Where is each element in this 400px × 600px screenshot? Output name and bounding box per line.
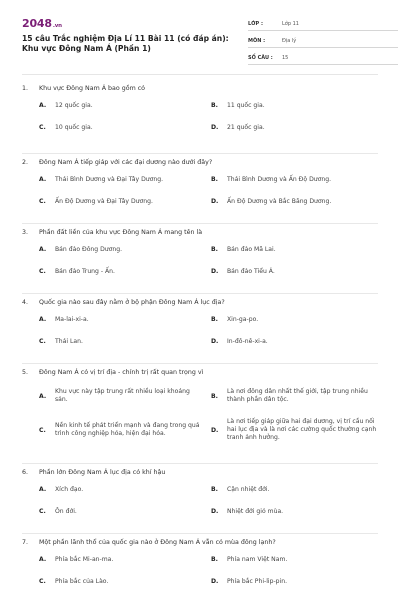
option-letter: A. [39, 102, 47, 109]
question-prompt: Quốc gia nào sau đây nằm ở bộ phận Đông Nam Á lục địa? [39, 299, 225, 306]
option-letter: D. [211, 124, 219, 131]
question-number: 7. [22, 539, 29, 546]
question-text [22, 158, 212, 167]
meta-value: Lớp 11 [282, 21, 299, 27]
option-letter: C. [39, 124, 46, 131]
option-letter: C. [39, 427, 46, 434]
meta-row-class [248, 14, 398, 31]
option-letter: A. [39, 316, 47, 323]
option-text: Bán đảo Trung - Ấn. [55, 268, 115, 275]
option-text: Bán đảo Đông Dương. [55, 246, 123, 253]
option-text: Phía bắc của Lào. [55, 578, 109, 585]
option-text: Thái Lan. [55, 338, 83, 345]
option-text: Phía nam Việt Nam. [227, 556, 288, 563]
question-item [22, 364, 378, 464]
option-text: Ma-lai-xi-a. [55, 316, 89, 323]
meta-label: MÔN : [248, 38, 266, 44]
site-logo[interactable] [22, 17, 62, 30]
option-letter: B. [211, 246, 218, 253]
option-text: Ấn Độ Dương và Bắc Băng Dương. [227, 198, 332, 205]
option-text: In-đô-nê-xi-a. [227, 338, 268, 345]
option-letter: B. [211, 393, 218, 400]
meta-label: SỐ CÂU : [248, 55, 273, 61]
option-letter: B. [211, 102, 218, 109]
question-number: 2. [22, 159, 29, 166]
option-letter: A. [39, 556, 47, 563]
question-number: 5. [22, 369, 29, 376]
question-list [22, 82, 378, 600]
page-header [22, 14, 382, 64]
logo-suffix: .vn [52, 23, 62, 29]
question-item [22, 82, 378, 154]
question-item [22, 464, 378, 534]
option-letter: B. [211, 486, 218, 493]
option-text: Ấn Độ Dương và Đại Tây Dương. [55, 198, 153, 205]
option-text: Phía bắc Phi-lip-pin. [227, 578, 288, 585]
quiz-meta [248, 14, 398, 65]
option-letter: C. [39, 578, 46, 585]
question-text [22, 228, 202, 237]
question-prompt: Phần đất liền của khu vực Đông Nam Á mang tên là [39, 229, 203, 236]
option-letter: D. [211, 338, 219, 345]
question-item [22, 294, 378, 364]
option-letter: D. [211, 427, 219, 434]
option-letter: A. [39, 246, 47, 253]
meta-row-subject [248, 31, 398, 48]
page-title: 15 câu Trắc nghiệm Địa Lí 11 Bài 11 (có đáp án): Khu vực Đông Nam Á (Phần 1) [22, 34, 229, 53]
question-prompt: Một phần lãnh thổ của quốc gia nào ở Đông Nam Á vẫn có mùa đông lạnh? [39, 539, 276, 546]
option-letter: D. [211, 508, 219, 515]
question-text [22, 468, 165, 477]
option-text: Khu vực này tập trung rất nhiều loại khoáng sản. [55, 388, 190, 403]
option-letter: A. [39, 393, 47, 400]
question-item [22, 534, 378, 600]
option-text: Cận nhiệt đới. [227, 486, 270, 493]
question-number: 6. [22, 469, 29, 476]
option-text: 21 quốc gia. [227, 124, 265, 131]
question-text [22, 298, 225, 307]
option-letter: B. [211, 176, 218, 183]
question-text [22, 368, 203, 377]
question-number: 4. [22, 299, 29, 306]
option-text: Xích đạo. [55, 486, 84, 493]
option-text: Nhiệt đới gió mùa. [227, 508, 284, 515]
option-letter: A. [39, 486, 47, 493]
option-text: Ôn đới. [55, 508, 77, 515]
option-text: Phía bắc Mi-an-ma. [55, 556, 114, 563]
option-text: Là nơi tiếp giáp giữa hai đại dương, vị trí cầu nối hai lục địa và là nơi các cường quốc thường cạnh tranh ảnh hưởng. [227, 418, 377, 441]
question-number: 3. [22, 229, 29, 236]
question-prompt: Đông Nam Á tiếp giáp với các đại dương nào dưới đây? [39, 159, 213, 166]
option-letter: B. [211, 316, 218, 323]
option-letter: A. [39, 176, 47, 183]
option-letter: D. [211, 578, 219, 585]
question-item [22, 154, 378, 224]
meta-label: LỚP : [248, 21, 263, 27]
option-text: Xin-ga-po. [227, 316, 259, 323]
question-item [22, 224, 378, 294]
option-text: 11 quốc gia. [227, 102, 265, 109]
meta-value: 15 [282, 55, 289, 61]
option-text: Nền kinh tế phát triển mạnh và đang trong quá trình công nghiệp hóa, hiện đại hóa. [55, 422, 200, 437]
option-text: Thái Bình Dương và Đại Tây Dương. [55, 176, 164, 183]
option-text: Thái Bình Dương và Ấn Độ Dương. [227, 176, 332, 183]
option-letter: C. [39, 268, 46, 275]
option-letter: C. [39, 338, 46, 345]
option-letter: D. [211, 198, 219, 205]
option-letter: B. [211, 556, 218, 563]
option-letter: D. [211, 268, 219, 275]
option-text: 12 quốc gia. [55, 102, 93, 109]
question-number: 1. [22, 85, 29, 92]
option-text: Là nơi đông dân nhất thế giới, tập trung nhiều thành phần dân tộc. [227, 388, 368, 403]
option-letter: C. [39, 508, 46, 515]
question-text [22, 538, 276, 547]
option-text: Bán đảo Tiểu Á. [227, 268, 275, 275]
question-prompt: Đông Nam Á có vị trí địa - chính trị rất quan trọng vì [39, 369, 204, 376]
meta-row-count [248, 48, 398, 65]
header-divider [22, 74, 378, 75]
logo-text: 2048 [22, 17, 52, 30]
question-text [22, 84, 145, 93]
question-prompt: Phần lớn Đông Nam Á lục địa có khí hậu [39, 469, 166, 476]
option-text: Bán đảo Mã Lai. [227, 246, 276, 253]
meta-value: Địa lý [282, 38, 297, 44]
question-prompt: Khu vực Đông Nam Á bao gồm có [39, 85, 146, 92]
option-text: 10 quốc gia. [55, 124, 93, 131]
option-letter: C. [39, 198, 46, 205]
